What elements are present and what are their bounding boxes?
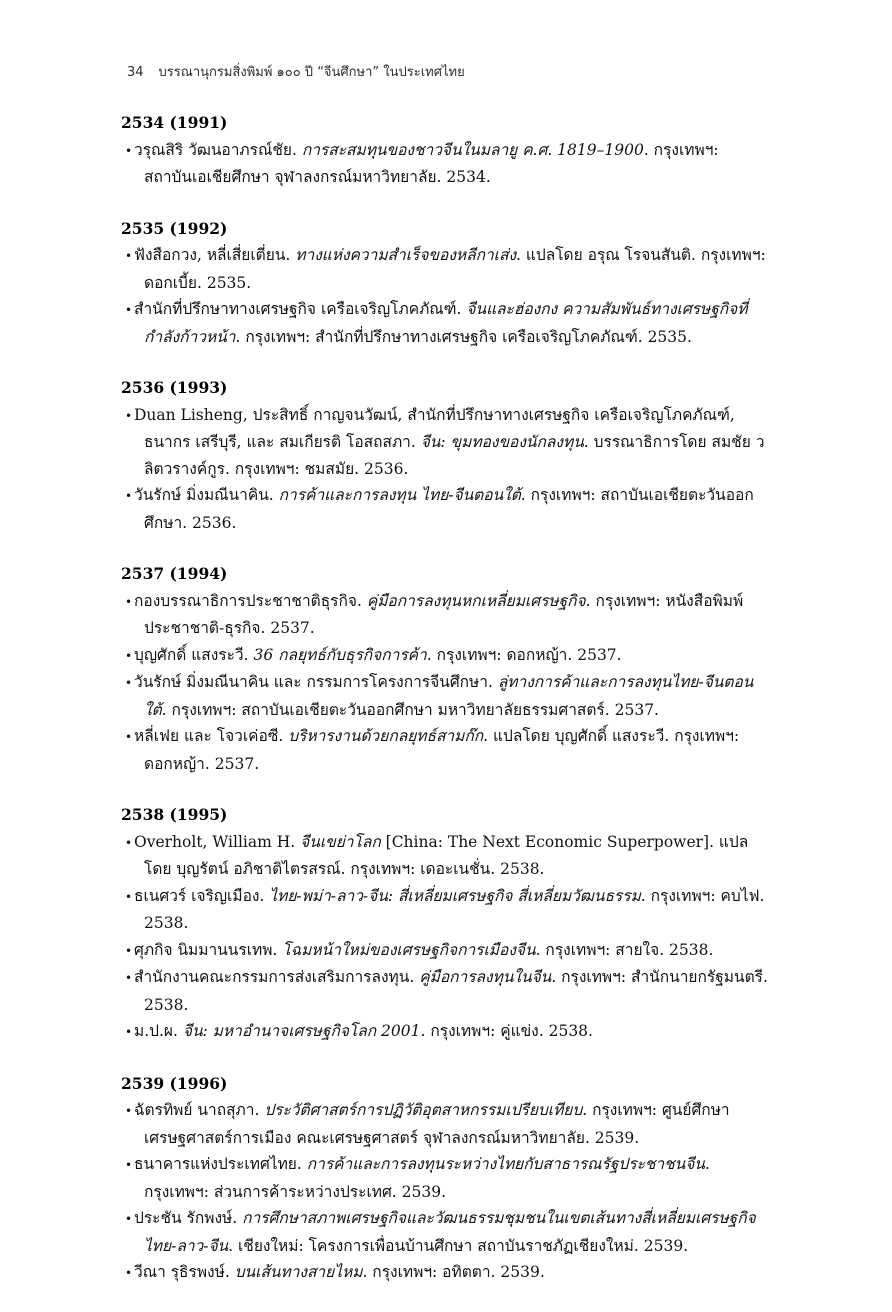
bibliography-entry bbox=[121, 242, 771, 296]
title-segment: บนเส้นทางสายไหม bbox=[234, 1263, 363, 1281]
year-heading: 2534 (1991) bbox=[121, 113, 228, 132]
bullet-icon: • bbox=[125, 676, 133, 690]
text-segment: . กรุงเทพฯ: คู่แข่ง. 2538. bbox=[420, 1022, 593, 1040]
text-segment: ธเนศวร์ เจริญเมือง. bbox=[134, 886, 270, 905]
title-segment: ไทย-พม่า-ลาว-จีน: สี่เหลี่ยมเศรษฐกิจ สี่เหลี่ยมวัฒนธรรม bbox=[269, 886, 641, 905]
text-segment: . กรุงเทพฯ: สำนักที่ปรึกษาทางเศรษฐกิจ เครือเจริญโภคภัณฑ์. 2535. bbox=[235, 327, 692, 346]
text-segment: . กรุงเทพฯ: หนังสือพิมพ์ประชาชาติ-ธุรกิจ. 2537. bbox=[144, 591, 744, 637]
title-segment: บริหารงานด้วยกลยุทธ์สามก๊ก bbox=[288, 727, 484, 745]
title-segment: จีนเขย่าโลก bbox=[300, 832, 381, 851]
year-section-2534 bbox=[121, 110, 771, 191]
title-segment: คู่มือการลงทุนในจีน bbox=[419, 968, 552, 986]
bibliography-entry bbox=[121, 964, 771, 1018]
bibliography-entry bbox=[121, 642, 771, 670]
text-segment: . กรุงเทพฯ: สถาบันเอเชียศึกษา จุฬาลงกรณ์มหาวิทยาลัย. 2534. bbox=[144, 140, 719, 186]
entry-list bbox=[121, 242, 771, 350]
entry-list bbox=[121, 137, 771, 191]
bibliography-entry bbox=[121, 723, 771, 777]
text-segment: ศุภกิจ นิมมานนรเทพ. bbox=[134, 940, 283, 959]
bullet-icon: • bbox=[125, 1025, 133, 1039]
text-segment: Duan Lisheng, ประสิทธิ์ กาญจนวัฒน์, สำนักที่ปรึกษาทางเศรษฐกิจ เครือเจริญโภคภัณฑ์, ธนากร เสรีบุรี, และ สมเกียรติ โอสถสภา. bbox=[134, 405, 735, 451]
bibliography-entry bbox=[121, 296, 771, 350]
text-segment: วีณา รุธิรพงษ์. bbox=[134, 1263, 235, 1281]
text-segment: . บรรณาธิการโดย สมชัย วลิตวรางค์กูร. กรุงเทพฯ: ชมสมัย. 2536. bbox=[144, 433, 765, 478]
title-segment: โฉมหน้าใหม่ของเศรษฐกิจการเมืองจีน bbox=[282, 940, 536, 959]
page-header bbox=[127, 61, 465, 82]
bibliography-entry bbox=[121, 937, 771, 965]
title-segment: ทางแห่งความสำเร็จของหลีกาเส่ง bbox=[295, 246, 517, 264]
entry-list bbox=[121, 588, 771, 778]
text-segment: สำนักที่ปรึกษาทางเศรษฐกิจ เครือเจริญโภคภัณฑ์. bbox=[134, 300, 467, 318]
running-title: บรรณานุกรมสิ่งพิมพ์ ๑๐๐ ปี “จีนศึกษา” ในประเทศไทย bbox=[158, 65, 465, 80]
bibliography-entry bbox=[121, 829, 771, 883]
text-segment: ธนาคารแห่งประเทศไทย. bbox=[134, 1155, 307, 1173]
text-segment: ประชัน รักพงษ์. bbox=[134, 1209, 243, 1227]
bullet-icon: • bbox=[125, 835, 133, 850]
text-segment: หลี่เฟย และ โจวเค่อซี. bbox=[134, 727, 289, 745]
entry-list bbox=[121, 829, 771, 1046]
bibliography-entry bbox=[121, 588, 771, 642]
bibliography-entry bbox=[121, 1259, 771, 1287]
bibliography-entry bbox=[121, 1151, 771, 1205]
title-segment: จีน: มหาอำนาจเศรษฐกิจโลก 2001 bbox=[182, 1022, 421, 1040]
bullet-icon: • bbox=[125, 730, 133, 744]
text-segment: [China: The Next Economic Superpower]. แปลโดย บุญรัตน์ อภิชาติไตรสรณ์. กรุงเทพฯ: เดอะเนชั่น. 2538. bbox=[144, 832, 749, 878]
year-heading: 2539 (1996) bbox=[121, 1073, 228, 1093]
bullet-icon: • bbox=[125, 408, 133, 423]
bibliography-content bbox=[121, 110, 771, 1312]
bullet-icon: • bbox=[125, 1104, 133, 1118]
title-segment: ลู่ทางการค้าและการลงทุนไทย-จีนตอนใต้ bbox=[144, 673, 754, 719]
year-heading: 2538 (1995) bbox=[121, 805, 228, 824]
bibliography-entry bbox=[121, 137, 771, 191]
bibliography-entry bbox=[121, 1097, 771, 1151]
bullet-icon: • bbox=[125, 648, 133, 663]
text-segment: วันรักษ์ มิ่งมณีนาคิน และ กรรมการโครงการจีนศึกษา. bbox=[134, 673, 498, 691]
title-segment: 36 กลยุทธ์กับธุรกิจการค้า bbox=[253, 645, 427, 664]
title-segment: จีน: ขุมทองของนักลงทุน bbox=[420, 433, 584, 451]
year-section-2536 bbox=[121, 375, 771, 536]
title-segment: ประวัติศาสตร์การปฏิวัติอุตสาหกรรมเปรียบเทียบ bbox=[264, 1101, 583, 1119]
bullet-icon: • bbox=[125, 1212, 133, 1226]
text-segment: . กรุงเทพฯ: อทิตตา. 2539. bbox=[362, 1263, 545, 1281]
bibliography-entry bbox=[121, 482, 771, 536]
bullet-icon: • bbox=[125, 1158, 133, 1172]
bibliography-entry bbox=[121, 1018, 771, 1046]
text-segment: กองบรรณาธิการประชาชาติธุรกิจ. bbox=[134, 591, 367, 610]
title-segment: การค้าและการลงทุนระหว่างไทยกับสาธารณรัฐประชาชนจีน bbox=[306, 1155, 705, 1173]
text-segment: . แปลโดย บุญศักดิ์ แสงระวี. กรุงเทพฯ: ดอกหญ้า. 2537. bbox=[144, 727, 740, 773]
title-segment: การค้าและการลงทุน ไทย-จีนตอนใต้ bbox=[278, 486, 521, 504]
text-segment: วันรักษ์ มิ่งมณีนาคิน. bbox=[134, 486, 279, 504]
year-section-2537 bbox=[121, 561, 771, 777]
year-section-2535 bbox=[121, 216, 771, 351]
bullet-icon: • bbox=[125, 943, 133, 958]
title-segment: การศึกษาสภาพเศรษฐกิจและวัฒนธรรมชุมชนในเขตเส้นทางสี่เหลี่ยมเศรษฐกิจไทย-ลาว-จีน bbox=[144, 1209, 756, 1255]
bullet-icon: • bbox=[125, 1266, 133, 1280]
year-section-2538 bbox=[121, 802, 771, 1046]
text-segment: ม.ป.ผ. bbox=[134, 1022, 183, 1040]
text-segment: ฉัตรทิพย์ นาถสุภา. bbox=[134, 1101, 265, 1119]
title-segment: การสะสมทุนของชาวจีนในมลายู ค.ศ. 1819–1900 bbox=[301, 140, 644, 159]
text-segment: . กรุงเทพฯ: ส่วนการค้าระหว่างประเทศ. 2539. bbox=[144, 1155, 710, 1201]
year-heading: 2537 (1994) bbox=[121, 564, 228, 583]
text-segment: . กรุงเทพฯ: ศูนย์ศึกษาเศรษฐศาสตร์การเมือง คณะเศรษฐศาสตร์ จุฬาลงกรณ์มหาวิทยาลัย. 2539. bbox=[144, 1101, 730, 1147]
bullet-icon: • bbox=[125, 143, 133, 158]
title-segment: คู่มือการลงทุนหกเหลี่ยมเศรษฐกิจ bbox=[366, 591, 586, 610]
year-heading: 2535 (1992) bbox=[121, 218, 228, 238]
bibliography-entry bbox=[121, 883, 771, 937]
page-number: 34 bbox=[127, 65, 144, 80]
text-segment: . เชียงใหม่: โครงการเพื่อนบ้านศึกษา สถาบันราชภัฏเชียงใหม่. 2539. bbox=[228, 1236, 689, 1255]
bibliography-entry bbox=[121, 402, 771, 483]
bullet-icon: • bbox=[125, 303, 133, 317]
title-segment: จีนและฮ่องกง ความสัมพันธ์ทางเศรษฐกิจที่กำลังก้าวหน้า bbox=[144, 300, 748, 346]
text-segment: วรุณสิริ วัฒนอาภรณ์ชัย. bbox=[134, 140, 302, 159]
year-heading: 2536 (1993) bbox=[121, 378, 228, 397]
text-segment: . กรุงเทพฯ: คบไฟ. 2538. bbox=[144, 886, 765, 932]
text-segment: . กรุงเทพฯ: สำนักนายกรัฐมนตรี. 2538. bbox=[144, 968, 768, 1014]
bullet-icon: • bbox=[125, 249, 133, 263]
text-segment: Overholt, William H. bbox=[134, 832, 301, 851]
bibliography-entry bbox=[121, 669, 771, 723]
bibliography-entry bbox=[121, 1205, 771, 1259]
text-segment: . กรุงเทพฯ: สถาบันเอเชียตะวันออกศึกษา มหาวิทยาลัยธรรมศาสตร์. 2537. bbox=[161, 700, 659, 719]
bullet-icon: • bbox=[125, 971, 133, 985]
text-segment: บุญศักดิ์ แสงระวี. bbox=[134, 645, 254, 664]
text-segment: ฟังสือกวง, หลี่เสี่ยเตี่ยน. bbox=[134, 246, 296, 264]
entry-list bbox=[121, 1097, 771, 1287]
text-segment: . กรุงเทพฯ: ดอกหญ้า. 2537. bbox=[426, 645, 622, 664]
text-segment: . แปลโดย อรุณ โรจนสันติ. กรุงเทพฯ: ดอกเบี้ย. 2535. bbox=[144, 246, 766, 292]
text-segment: . กรุงเทพฯ: สายใจ. 2538. bbox=[535, 940, 714, 959]
entry-list bbox=[121, 402, 771, 537]
bullet-icon: • bbox=[125, 594, 133, 609]
text-segment: สำนักงานคณะกรรมการส่งเสริมการลงทุน. bbox=[134, 968, 420, 986]
bullet-icon: • bbox=[125, 889, 133, 904]
text-segment: . กรุงเทพฯ: สถาบันเอเชียตะวันออกศึกษา. 2536. bbox=[144, 486, 754, 532]
bullet-icon: • bbox=[125, 489, 133, 503]
year-section-2539 bbox=[121, 1071, 771, 1287]
